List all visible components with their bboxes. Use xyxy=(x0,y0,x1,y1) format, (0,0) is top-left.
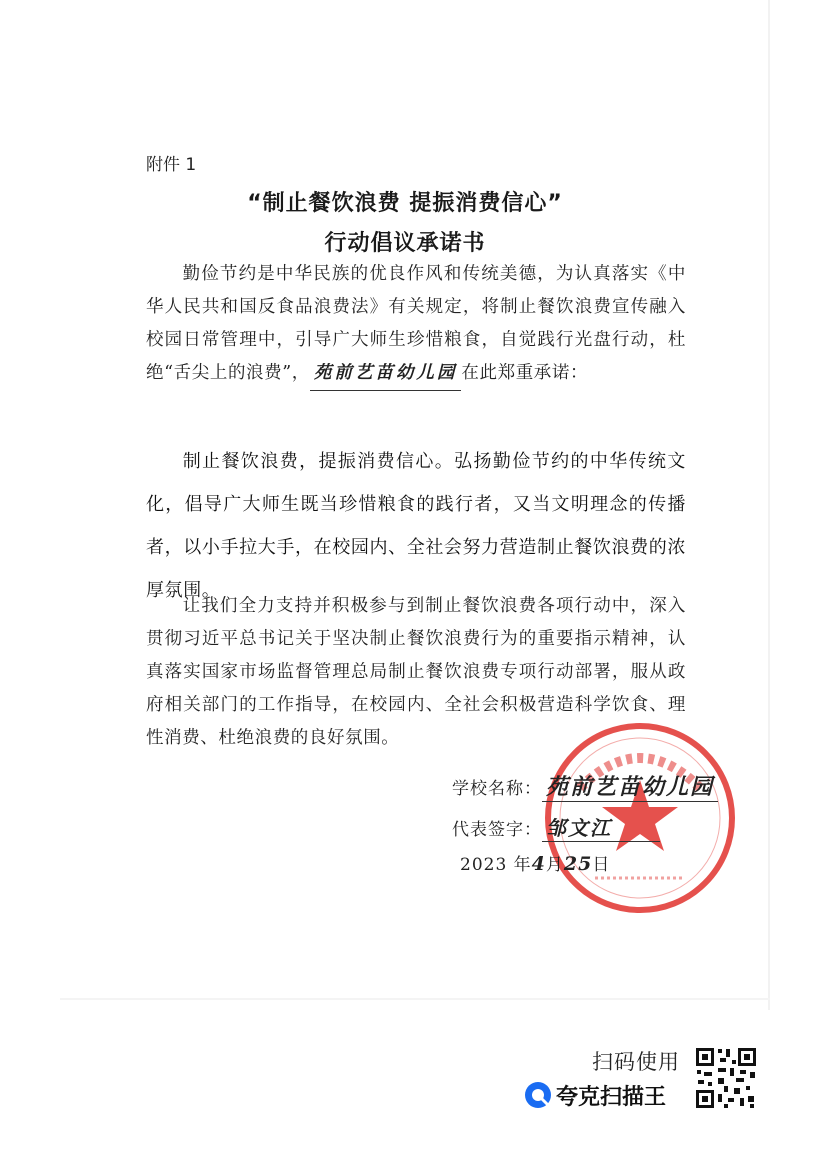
paragraph-1-text: 勤俭节约是中华民族的优良作风和传统美德，为认真落实《中华人民共和国反食品浪费法》有关规定，将制止餐饮浪费宣传融入校园日常管理中，引导广大师生珍惜粮食，自觉践行光盘行动，杜绝“舌尖上的浪费”， xyxy=(146,264,686,383)
date-month: 4 xyxy=(531,853,546,875)
quark-logo-icon xyxy=(524,1081,552,1109)
paragraph-1 xyxy=(146,258,686,391)
representative-row xyxy=(452,812,660,842)
date-month-unit: 月 xyxy=(545,855,564,875)
date-year: 2023 xyxy=(460,855,508,875)
paragraph-2-text: 制止餐饮浪费，提振消费信心。弘扬勤俭节约的中华传统文化，倡导广大师生既当珍惜粮食的践行者，又当文明理念的传播者，以小手拉大手，在校园内、全社会努力营造制止餐饮浪费的浓厚氛围。 xyxy=(146,451,686,601)
date-year-unit: 年 xyxy=(513,855,532,875)
date-day-unit: 日 xyxy=(592,855,611,875)
school-name-label: 学校名称： xyxy=(452,779,542,799)
page-edge xyxy=(768,0,770,1010)
brand-name: 夸克扫描王 xyxy=(556,1084,667,1110)
handwritten-school-name: 苑前艺苗幼儿园 xyxy=(310,357,462,391)
paragraph-2 xyxy=(146,440,686,612)
qr-code-icon xyxy=(694,1046,758,1110)
date-day: 25 xyxy=(563,853,593,875)
document-title-line1: “制止餐饮浪费 提振消费信心” xyxy=(247,191,563,216)
brand-watermark xyxy=(524,1080,666,1110)
paragraph-1-ending: 在此郑重承诺： xyxy=(461,363,589,383)
paragraph-3-text: 让我们全力支持并积极参与到制止餐饮浪费各项行动中，深入贯彻习近平总书记关于坚决制止餐饮浪费行为的重要指示精神，认真落实国家市场监督管理总局制止餐饮浪费专项行动部署，服从政府相关部门的工作指导，在校园内、全社会积极营造科学饮食、理性消费、杜绝浪费的良好氛围。 xyxy=(146,596,686,748)
document-title-line2: 行动倡议承诺书 xyxy=(324,231,486,256)
scan-to-use-text: 扫码使用 xyxy=(592,1050,680,1074)
attachment-label: 附件 1 xyxy=(146,155,197,175)
school-name-signature: 苑前艺苗幼儿园 xyxy=(542,770,718,802)
page-edge-bottom xyxy=(60,998,770,1000)
school-name-row xyxy=(452,770,718,802)
date-row xyxy=(460,850,610,875)
representative-signature: 邹文江 xyxy=(542,812,660,842)
representative-label: 代表签字： xyxy=(452,820,542,840)
